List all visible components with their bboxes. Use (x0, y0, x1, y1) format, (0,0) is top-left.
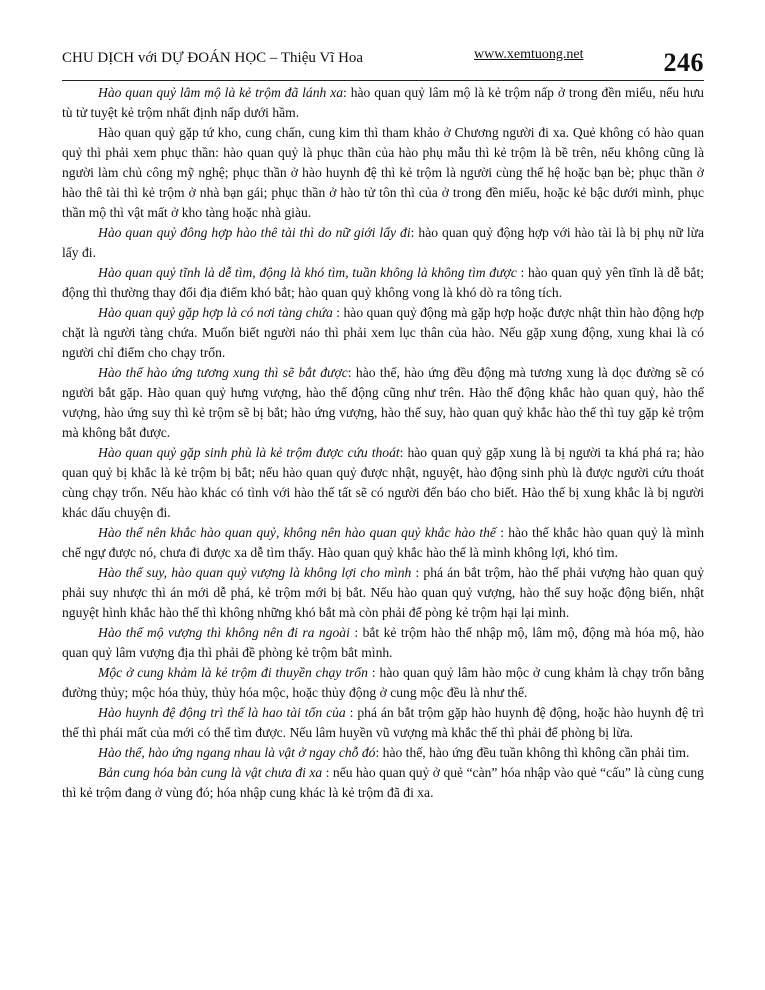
body-text (62, 83, 704, 803)
paragraph-sep: : (367, 665, 380, 680)
paragraph-lead: Mộc ở cung khảm là kẻ trộm đi thuyền chạy trốn (98, 665, 368, 680)
paragraph (62, 743, 704, 763)
paragraph (62, 223, 704, 263)
page-number: 246 (663, 48, 704, 77)
paragraph (62, 263, 704, 303)
paragraph-sep: : (411, 565, 424, 580)
paragraph-sep: : (322, 765, 333, 780)
paragraph-text: hào quan quỷ yên tĩnh là dễ bắt; động thì thường thay đổi địa điểm khó bắt; hào quan quỷ không vong là khó dò ra tông tích. (62, 265, 704, 300)
paragraph (62, 763, 704, 803)
paragraph (62, 83, 704, 123)
website-link[interactable]: www.xemtuong.net (474, 47, 584, 62)
paragraph-text: hào thế khắc hào quan quỷ là mình chế ngự được nó, chưa đi được xa dễ tìm thấy. Hào quan quỷ khắc hào thế là mình không lợi, khó tìm. (62, 525, 704, 560)
paragraph-lead: Hào quan quỷ lâm mộ là kẻ trộm đã lánh xa (98, 85, 344, 100)
paragraph-text: Hào quan quỷ gặp tứ kho, cung chấn, cung kim thì tham khảo ở Chương người đi xa. Quẻ không có hào quan quỷ thì phải xem phục thần: hào quan quỷ là phục thần của hào phụ mẫu thì kẻ trộm là bề trên, nếu không cũng là người làm chủ công mỹ nghệ; phục thần ở hào huynh đệ thì kẻ trộm là người cùng thế hệ hoặc bạn bè; phục thần ở hào thê tài thì kẻ trộm ở nhà bạn gái; phục thần ở hào tử tôn thì của ở trong đền miếu, hoặc kẻ bậc dưới mình, phục thần mộ thì vật mất ở kho tàng hoặc nhà giàu. (62, 125, 704, 220)
paragraph-text: hào quan quỷ lâm hào mộc ở cung khảm là chạy trốn bằng đường thủy; mộc hóa thủy, thủy hóa mộc, hoặc thủy động ở cung mộc đều là như thế. (62, 665, 705, 700)
paragraph-sep: : (495, 525, 509, 540)
paragraph-sep: : (343, 85, 351, 100)
paragraph-sep: : (399, 445, 408, 460)
paragraph-lead: Hào thế mộ vượng thì không nên đi ra ngoài (98, 625, 350, 640)
paragraph-sep: : (332, 305, 344, 320)
paragraph (62, 303, 704, 363)
paragraph (62, 123, 704, 223)
paragraph-sep: : (375, 745, 383, 760)
paragraph-text: hào quan quỷ gặp xung là bị người ta khá phá ra; hào quan quỷ bị khắc là kẻ trộm bị bắt; nếu hào quan quỷ được nhật, nguyệt, hào động sinh phù là được người cứu thoát cùng chạy trốn. Nếu hào khác có tình với hào thế tất sẽ có người đến báo cho biết. Hào thế bị xung khắc là bị người khác dấu chuyện đi. (62, 445, 704, 520)
paragraph-text: phá án bắt trộm, hào thế phải vượng hào quan quỷ phải suy nhược thì án mới dễ phá, kẻ trộm mới bị bắt. Nếu hào quan quỷ vượng, hào thế suy hoặc động biến, nhật nguyệt hình khắc hào thế thì không những khó bắt mà còn phải để pòng kẻ trộm hại lại mình. (62, 565, 705, 620)
paragraph-lead: Bản cung hóa bản cung là vật chưa đi xa (98, 765, 323, 780)
paragraph-lead: Hào thế hào ứng tương xung thì sẽ bắt được (98, 365, 348, 380)
paragraph-lead: Hào quan quỷ đông hợp hào thê tài thì do nữ giới lấy đi (98, 225, 411, 240)
paragraph (62, 443, 704, 523)
paragraph (62, 663, 704, 703)
paragraph-sep: : (516, 265, 528, 280)
paragraph (62, 563, 704, 623)
paragraph-lead: Hào thế suy, hào quan quỷ vượng là không lợi cho mình (98, 565, 412, 580)
paragraph-text: hào quan quỷ động hợp với hào tài là bị phụ nữ lừa lấy đi. (62, 225, 704, 260)
paragraph-text: hào thế, hào ứng đều tuần không thì không cần phải tìm. (382, 745, 690, 760)
paragraph-lead: Hào huynh đệ động trì thế là hao tài tốn của (98, 705, 346, 720)
paragraph-lead: Hào quan quỷ gặp hợp là có nơi tàng chứa (98, 305, 333, 320)
paragraph-text: phá án bắt trộm gặp hào huynh đệ động, hoặc hào huynh đệ trì thế thì phái mất của mới có thể tìm được. Nếu lâm huyền vũ vượng mà khắc thế thì phải để phòng bị lừa. (62, 705, 704, 740)
paragraph-text: hào quan quỷ lâm mộ là kẻ trộm nấp ở trong đền miếu, nếu hưu tù tử tuyệt kẻ trộm nhất định nấp dưới hầm. (62, 85, 704, 120)
paragraph (62, 623, 704, 663)
paragraph-lead: Hào quan quỷ tĩnh là dễ tìm, động là khó tìm, tuần không là không tìm được (98, 265, 517, 280)
paragraph-lead: Hào quan quỷ gặp sinh phù là kẻ trộm được cứu thoát (98, 445, 400, 460)
paragraph-lead: Hào thế, hào ứng ngang nhau là vật ở ngay chỗ đó (98, 745, 376, 760)
paragraph-text: hào quan quỷ động mà gặp hợp hoặc được nhật thìn hào động hợp chặt là người tàng chứa. Muốn biết người náo thì phải xem lục thân của hào. Nếu gặp xung động, xung khai là có người chỉ điểm cho chạy trốn. (62, 305, 704, 360)
paragraph-text: hào thế, hào ứng đều động mà tương xung là dọc đường sẽ có người bắt gặp. Hào quan quỷ hưng vượng, hào thế động cũng như trên. Hào thế động khắc hào quan quỷ, hào thế vượng, hào ứng suy thì kẻ trộm sẽ bị bắt; hào ứng vượng, hào thế suy, hào quan quỷ khắc hào thế thì tuy gặp kẻ trộm mà không bắt được. (62, 365, 704, 440)
paragraph-sep: : (349, 625, 363, 640)
page-header (62, 44, 704, 81)
paragraph-text: bắt kẻ trộm hào thế nhập mộ, lâm mộ, động mà hóa mộ, hào quan quỷ lâm vượng địa thì phải đề phòng kẻ trộm bắt mình. (62, 625, 704, 660)
paragraph (62, 363, 704, 443)
book-title: CHU DỊCH với DỰ ĐOÁN HỌC – Thiệu Vĩ Hoa (62, 50, 364, 66)
paragraph-sep: : (347, 365, 356, 380)
paragraph (62, 703, 704, 743)
paragraph-text: nếu hào quan quỷ ở quẻ “càn” hóa nhập vào quẻ “cấu” là cùng cung thì kẻ trộm đang ở vùng đó; hóa nhập cung khác là kẻ trộm đã đi xa. (62, 765, 704, 800)
paragraph-sep: : (410, 225, 419, 240)
paragraph (62, 523, 704, 563)
paragraph-lead: Hào thế nên khắc hào quan quỷ, không nên hào quan quỷ khắc hào thế (98, 525, 496, 540)
paragraph-sep: : (345, 705, 358, 720)
